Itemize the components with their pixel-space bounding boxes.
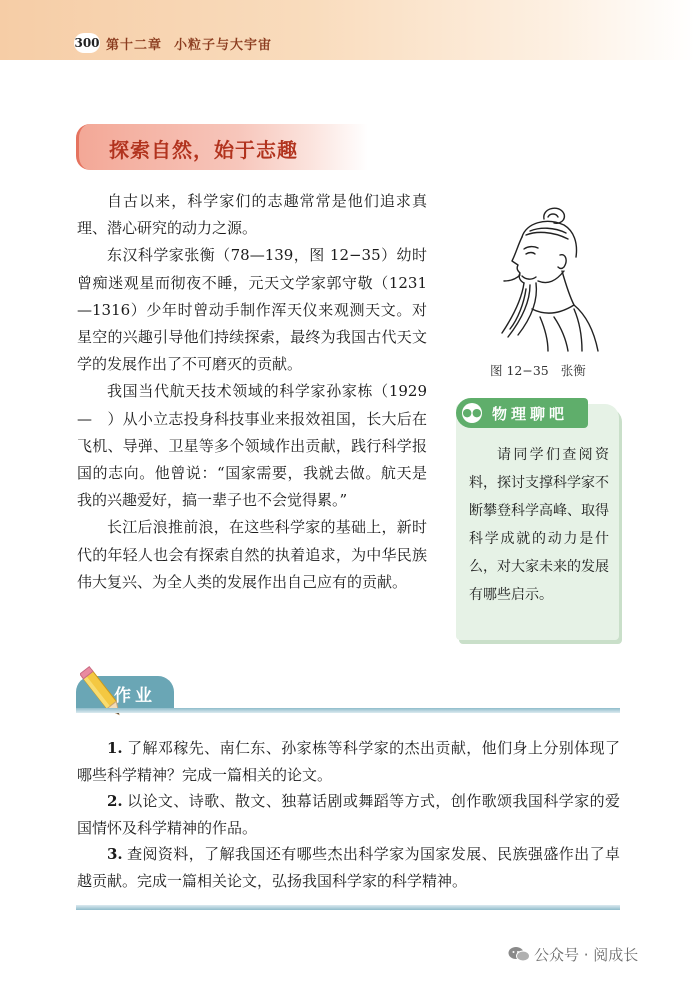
section-title: 探索自然，始于志趣 (109, 138, 298, 162)
paragraph: 东汉科学家张衡（78—139，图 12−35）幼时曾痴迷观星而彻夜不睡，元天文学家郭守敬（1231—1316）少年时曾动手制作浑天仪来观测天文。对星空的兴趣引导他们持续探索，最终为我国古代天文学的发展作出了不可磨灭的贡献。 (77, 246, 427, 374)
homework-divider-bottom (76, 905, 620, 910)
homework-item (77, 788, 620, 841)
paragraph: 长江后浪推前浪，在这些科学家的基础上，新时代的年轻人也会有探索自然的执着追求，为中华民族伟大复兴、为全人类的发展作出自己应有的贡献。 (77, 518, 427, 591)
homework-item (77, 841, 620, 894)
pencil-icon (80, 664, 126, 724)
physics-chat-tab (456, 398, 588, 428)
chat-bubble-icon: ●● (462, 403, 482, 423)
figure-caption (490, 361, 586, 379)
chat-paragraph: 请同学们查阅资料，探讨支撑科学家不断攀登科学高峰、取得科学成就的动力是什么，对大家未来的发展有哪些启示。 (469, 447, 609, 603)
homework-divider-top (76, 708, 620, 713)
homework-item-number: 1. (107, 739, 123, 757)
section-title-banner (76, 124, 368, 170)
homework-item-text: 以论文、诗歌、散文、独幕话剧或舞蹈等方式，创作歌颂我国科学家的爱国情怀及科学精神的作品。 (77, 792, 620, 837)
paragraph: 我国当代航天技术领域的科学家孙家栋（1929— ）从小立志投身科技事业来报效祖国，长大后在飞机、导弹、卫星等多个领域作出贡献，践行科学报国的志向。他曾说：“国家需要，我就去做。航天是我的兴趣爱好，搞一辈子也不会觉得累。” (77, 382, 427, 510)
physics-chat-title: 物理聊吧 (492, 405, 569, 423)
homework-item (77, 735, 620, 788)
page-number: 300 (74, 33, 100, 53)
chapter-title: 小粒子与大宇宙 (174, 38, 273, 53)
watermark-text: 公众号 · 阅成长 (534, 946, 639, 964)
homework-item-text: 了解邓稼先、南仁东、孙家栋等科学家的杰出贡献，他们身上分别体现了哪些科学精神？完成一篇相关的论文。 (77, 739, 620, 784)
main-text (77, 188, 427, 596)
homework-list (77, 735, 620, 894)
paragraph: 自古以来，科学家们的志趣常常是他们追求真理、潜心研究的动力之源。 (77, 192, 427, 238)
wechat-icon (508, 946, 530, 962)
chapter-number: 第十二章 (106, 38, 163, 53)
figure-name: 张衡 (560, 363, 586, 378)
page-header (0, 0, 695, 60)
homework-title: 作业 (114, 686, 156, 706)
homework-item-text: 查阅资料，了解我国还有哪些杰出科学家为国家发展、民族强盛作出了卓越贡献。完成一篇相关论文，弘扬我国科学家的科学精神。 (77, 845, 620, 890)
homework-item-number: 3. (107, 845, 123, 863)
chapter-heading (106, 34, 272, 53)
figure-label: 图 12−35 (490, 363, 549, 378)
physics-chat-text (469, 441, 609, 609)
watermark (508, 944, 638, 965)
zhang-heng-portrait (482, 205, 600, 353)
homework-item-number: 2. (107, 792, 123, 810)
